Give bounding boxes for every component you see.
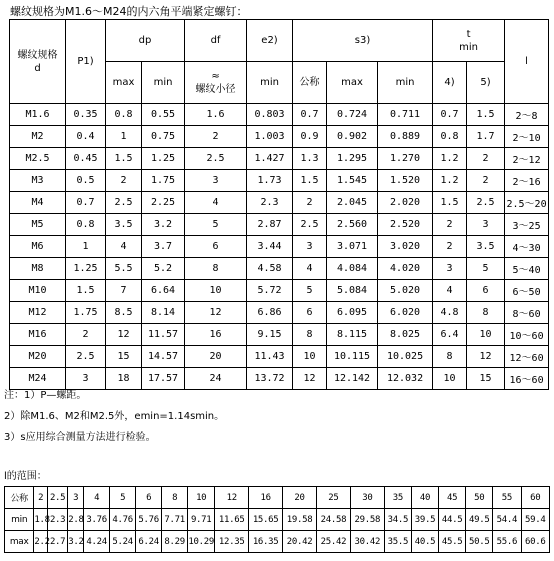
range-cell: 3.76 — [84, 509, 110, 531]
table-cell: 8.5 — [106, 302, 142, 324]
header-e: e2) — [247, 20, 293, 62]
table-cell: 8 — [467, 302, 505, 324]
header-df-sub: ≈ 螺纹小径 — [185, 62, 247, 104]
range-cell: 40.5 — [411, 531, 438, 553]
table-cell: 2～8 — [505, 104, 549, 126]
table-cell: 6 — [185, 236, 247, 258]
table-cell: 8.115 — [327, 324, 378, 346]
header-t: t min — [433, 20, 505, 62]
table-cell: 2～12 — [505, 148, 549, 170]
table-cell: 0.8 — [433, 126, 467, 148]
table-cell: 16 — [185, 324, 247, 346]
table-cell: 0.35 — [66, 104, 106, 126]
range-cell: 12 — [215, 487, 249, 509]
table-cell: 2.560 — [327, 214, 378, 236]
range-cell: 55.6 — [493, 531, 521, 553]
range-cell: 5.76 — [136, 509, 162, 531]
table-cell: 12 — [467, 346, 505, 368]
table-cell: 2～16 — [505, 170, 549, 192]
table-cell: M16 — [10, 324, 66, 346]
table-cell: 4.084 — [327, 258, 378, 280]
table-cell: 6.095 — [327, 302, 378, 324]
table-cell: 2 — [293, 192, 327, 214]
header-dp-min: min — [142, 62, 185, 104]
range-cell: 10.29 — [188, 531, 215, 553]
table-cell: 2.5 — [106, 192, 142, 214]
table-row — [10, 148, 549, 170]
table-cell: 3 — [66, 368, 106, 390]
table-cell: 0.711 — [378, 104, 433, 126]
table-cell: 1.7 — [467, 126, 505, 148]
table-cell: 14.57 — [142, 346, 185, 368]
table-cell: 8.14 — [142, 302, 185, 324]
range-cell: 54.4 — [493, 509, 521, 531]
table-cell: 0.45 — [66, 148, 106, 170]
table-cell: 24 — [185, 368, 247, 390]
range-title: l的范围： — [4, 471, 47, 482]
table-cell: 1.5 — [467, 104, 505, 126]
table-cell: 1.270 — [378, 148, 433, 170]
range-cell: 9.71 — [188, 509, 215, 531]
header-s-min: min — [378, 62, 433, 104]
range-cell: 45.5 — [439, 531, 466, 553]
table-row — [10, 104, 549, 126]
table-cell: M1.6 — [10, 104, 66, 126]
range-cell: 2.3 — [47, 509, 67, 531]
range-cell: 3.2 — [68, 531, 84, 553]
table-cell: 2.020 — [378, 192, 433, 214]
table-cell: 12.032 — [378, 368, 433, 390]
table-cell: 3 — [185, 170, 247, 192]
range-cell: 16.35 — [249, 531, 283, 553]
range-cell: 50 — [466, 487, 493, 509]
table-cell: 6.86 — [247, 302, 293, 324]
header-s-max: max — [327, 62, 378, 104]
range-cell: 60 — [521, 487, 549, 509]
range-cell: 11.65 — [215, 509, 249, 531]
table-cell: 0.9 — [293, 126, 327, 148]
table-cell: 2.5 — [293, 214, 327, 236]
table-cell: 2 — [433, 214, 467, 236]
table-row — [10, 192, 549, 214]
table-cell: M4 — [10, 192, 66, 214]
range-cell: 3 — [68, 487, 84, 509]
table-cell: 4 — [185, 192, 247, 214]
range-cell: 2.5 — [47, 487, 67, 509]
range-cell: 7.71 — [162, 509, 188, 531]
range-cell: 59.4 — [521, 509, 549, 531]
table-cell: 1.5 — [293, 170, 327, 192]
range-cell: 29.58 — [350, 509, 384, 531]
table-cell: 10～60 — [505, 324, 549, 346]
table-cell: M2.5 — [10, 148, 66, 170]
table-cell: 6 — [467, 280, 505, 302]
header-t-5: 5) — [467, 62, 505, 104]
table-cell: 13.72 — [247, 368, 293, 390]
table-cell: 1.295 — [327, 148, 378, 170]
header-t-4: 4) — [433, 62, 467, 104]
table-cell: 2.520 — [378, 214, 433, 236]
table-cell: 4.58 — [247, 258, 293, 280]
table-cell: 6 — [293, 302, 327, 324]
table-cell: 1.520 — [378, 170, 433, 192]
table-cell: 2 — [467, 148, 505, 170]
table-cell: 0.7 — [66, 192, 106, 214]
range-row-nominal — [5, 487, 550, 509]
table-cell: 1.25 — [66, 258, 106, 280]
table-cell: 1.5 — [433, 192, 467, 214]
table-cell: 5 — [293, 280, 327, 302]
table-cell: 5 — [467, 258, 505, 280]
table-cell: 1.427 — [247, 148, 293, 170]
table-cell: 3.2 — [142, 214, 185, 236]
range-cell: 8 — [162, 487, 188, 509]
table-cell: 12～60 — [505, 346, 549, 368]
table-cell: 3 — [433, 258, 467, 280]
table-cell: 2.25 — [142, 192, 185, 214]
table-cell: 5.084 — [327, 280, 378, 302]
range-cell: 4 — [84, 487, 110, 509]
table-cell: 1 — [106, 126, 142, 148]
table-cell: 2.5 — [467, 192, 505, 214]
table-cell: 3.5 — [467, 236, 505, 258]
table-cell: 2.045 — [327, 192, 378, 214]
table-cell: 6～50 — [505, 280, 549, 302]
table-row — [10, 324, 549, 346]
table-row — [10, 126, 549, 148]
table-cell: M3 — [10, 170, 66, 192]
range-row-max — [5, 531, 550, 553]
table-cell: 10 — [467, 324, 505, 346]
range-cell: 30 — [350, 487, 384, 509]
table-cell: 3～25 — [505, 214, 549, 236]
table-cell: 0.902 — [327, 126, 378, 148]
table-row — [10, 302, 549, 324]
table-cell: 1.5 — [106, 148, 142, 170]
range-cell: 2.2 — [34, 531, 48, 553]
table-cell: 2 — [467, 170, 505, 192]
table-cell: 11.43 — [247, 346, 293, 368]
table-cell: 6.020 — [378, 302, 433, 324]
length-range-table — [4, 486, 550, 553]
table-cell: 6.4 — [433, 324, 467, 346]
range-cell: 55 — [493, 487, 521, 509]
table-cell: 15 — [106, 346, 142, 368]
range-label: 公称 — [5, 487, 34, 509]
header-s-nominal: 公称 — [293, 62, 327, 104]
range-cell: 20.42 — [283, 531, 317, 553]
range-cell: 34.5 — [384, 509, 411, 531]
range-cell: 2.7 — [47, 531, 67, 553]
table-cell: 12 — [106, 324, 142, 346]
range-cell: 16 — [249, 487, 283, 509]
range-cell: 6.24 — [136, 531, 162, 553]
table-cell: 3.7 — [142, 236, 185, 258]
table-cell: 2.87 — [247, 214, 293, 236]
table-cell: 20 — [185, 346, 247, 368]
table-cell: 8～60 — [505, 302, 549, 324]
range-row-min — [5, 509, 550, 531]
header-s: s3) — [293, 20, 433, 62]
range-cell: 20 — [283, 487, 317, 509]
table-cell: 8.025 — [378, 324, 433, 346]
table-cell: 0.75 — [142, 126, 185, 148]
table-cell: 12 — [185, 302, 247, 324]
table-cell: 1.25 — [142, 148, 185, 170]
range-cell: 35.5 — [384, 531, 411, 553]
table-cell: 0.7 — [433, 104, 467, 126]
table-cell: 0.8 — [106, 104, 142, 126]
table-row — [10, 258, 549, 280]
table-cell: M10 — [10, 280, 66, 302]
table-cell: 2～10 — [505, 126, 549, 148]
table-cell: 3.071 — [327, 236, 378, 258]
table-cell: 8 — [185, 258, 247, 280]
table-cell: 5.72 — [247, 280, 293, 302]
page-title: 螺纹规格为M1.6～M24的内六角平端紧定螺钉： — [10, 5, 248, 18]
header-dp-max: max — [106, 62, 142, 104]
header-length: l — [505, 20, 549, 104]
table-cell: 1.5 — [66, 280, 106, 302]
table-cell: M8 — [10, 258, 66, 280]
table-cell: 5～40 — [505, 258, 549, 280]
table-cell: 4.020 — [378, 258, 433, 280]
table-row — [10, 236, 549, 258]
table-cell: 11.57 — [142, 324, 185, 346]
table-cell: 1.73 — [247, 170, 293, 192]
header-e-min: min — [247, 62, 293, 104]
table-cell: M6 — [10, 236, 66, 258]
header-dp: dp — [106, 20, 185, 62]
range-cell: 4.76 — [110, 509, 136, 531]
table-cell: 0.55 — [142, 104, 185, 126]
table-row — [10, 214, 549, 236]
table-cell: 8 — [433, 346, 467, 368]
note-3: 3）s应用综合测量方法进行检验。 — [4, 432, 156, 443]
range-cell: 44.5 — [439, 509, 466, 531]
table-cell: 0.4 — [66, 126, 106, 148]
range-cell: 35 — [384, 487, 411, 509]
table-cell: 2.3 — [247, 192, 293, 214]
table-cell: 3.5 — [106, 214, 142, 236]
table-cell: M20 — [10, 346, 66, 368]
table-cell: 4～30 — [505, 236, 549, 258]
table-cell: 4 — [433, 280, 467, 302]
table-cell: M24 — [10, 368, 66, 390]
table-cell: M2 — [10, 126, 66, 148]
table-cell: 0.5 — [66, 170, 106, 192]
table-cell: 10 — [293, 346, 327, 368]
table-cell: 5.2 — [142, 258, 185, 280]
table-cell: 2 — [106, 170, 142, 192]
range-cell: 25.42 — [316, 531, 350, 553]
table-cell: 10.115 — [327, 346, 378, 368]
range-cell: 30.42 — [350, 531, 384, 553]
table-cell: 2.5 — [66, 346, 106, 368]
range-cell: 39.5 — [411, 509, 438, 531]
table-cell: 17.57 — [142, 368, 185, 390]
table-cell: 10 — [185, 280, 247, 302]
note-2: 2）除M1.6、M2和M2.5外，emin=1.14smin。 — [4, 411, 225, 422]
table-cell: 1.003 — [247, 126, 293, 148]
table-cell: 4 — [106, 236, 142, 258]
range-cell: 60.6 — [521, 531, 549, 553]
table-cell: 1 — [66, 236, 106, 258]
table-cell: 5.5 — [106, 258, 142, 280]
table-cell: 12.142 — [327, 368, 378, 390]
table-row — [10, 368, 549, 390]
table-cell: 3 — [293, 236, 327, 258]
table-cell: 0.889 — [378, 126, 433, 148]
range-cell: 24.58 — [316, 509, 350, 531]
table-cell: 1.75 — [142, 170, 185, 192]
range-cell: 4.24 — [84, 531, 110, 553]
range-cell: 19.58 — [283, 509, 317, 531]
range-cell: 10 — [188, 487, 215, 509]
range-cell: 5.24 — [110, 531, 136, 553]
table-row — [10, 346, 549, 368]
range-label: min — [5, 509, 34, 531]
table-cell: 9.15 — [247, 324, 293, 346]
table-cell: 15 — [467, 368, 505, 390]
table-cell: 5 — [185, 214, 247, 236]
table-cell: 3 — [467, 214, 505, 236]
table-cell: 10.025 — [378, 346, 433, 368]
table-cell: 1.2 — [433, 148, 467, 170]
table-cell: 4 — [293, 258, 327, 280]
note-1: 注：1）P—螺距。 — [4, 390, 87, 401]
table-cell: 12 — [293, 368, 327, 390]
range-cell: 15.65 — [249, 509, 283, 531]
table-row — [10, 170, 549, 192]
table-cell: 8 — [293, 324, 327, 346]
table-cell: 0.724 — [327, 104, 378, 126]
range-cell: 5 — [110, 487, 136, 509]
table-cell: 1.2 — [433, 170, 467, 192]
table-cell: 1.75 — [66, 302, 106, 324]
table-cell: 1.3 — [293, 148, 327, 170]
range-cell: 40 — [411, 487, 438, 509]
table-cell: 3.44 — [247, 236, 293, 258]
table-cell: 4.8 — [433, 302, 467, 324]
range-cell: 8.29 — [162, 531, 188, 553]
range-label: max — [5, 531, 34, 553]
table-cell: 0.8 — [66, 214, 106, 236]
header-df: df — [185, 20, 247, 62]
range-cell: 50.5 — [466, 531, 493, 553]
specification-table — [9, 19, 549, 390]
table-cell: 2 — [66, 324, 106, 346]
range-cell: 45 — [439, 487, 466, 509]
table-cell: M5 — [10, 214, 66, 236]
range-cell: 1.8 — [34, 509, 48, 531]
table-cell: 16～60 — [505, 368, 549, 390]
range-cell: 49.5 — [466, 509, 493, 531]
table-cell: 1.6 — [185, 104, 247, 126]
table-cell: M12 — [10, 302, 66, 324]
header-thread-size: 螺纹规格 d — [10, 20, 66, 104]
table-cell: 2 — [433, 236, 467, 258]
table-cell: 1.545 — [327, 170, 378, 192]
range-cell: 25 — [316, 487, 350, 509]
range-cell: 12.35 — [215, 531, 249, 553]
table-cell: 7 — [106, 280, 142, 302]
range-cell: 6 — [136, 487, 162, 509]
table-cell: 0.803 — [247, 104, 293, 126]
table-cell: 3.020 — [378, 236, 433, 258]
table-cell: 6.64 — [142, 280, 185, 302]
table-cell: 5.020 — [378, 280, 433, 302]
table-cell: 2 — [185, 126, 247, 148]
table-row — [10, 280, 549, 302]
range-cell: 2 — [34, 487, 48, 509]
table-cell: 0.7 — [293, 104, 327, 126]
table-cell: 18 — [106, 368, 142, 390]
table-cell: 2.5～20 — [505, 192, 549, 214]
header-pitch: P1) — [66, 20, 106, 104]
table-cell: 10 — [433, 368, 467, 390]
range-cell: 2.8 — [68, 509, 84, 531]
table-cell: 2.5 — [185, 148, 247, 170]
